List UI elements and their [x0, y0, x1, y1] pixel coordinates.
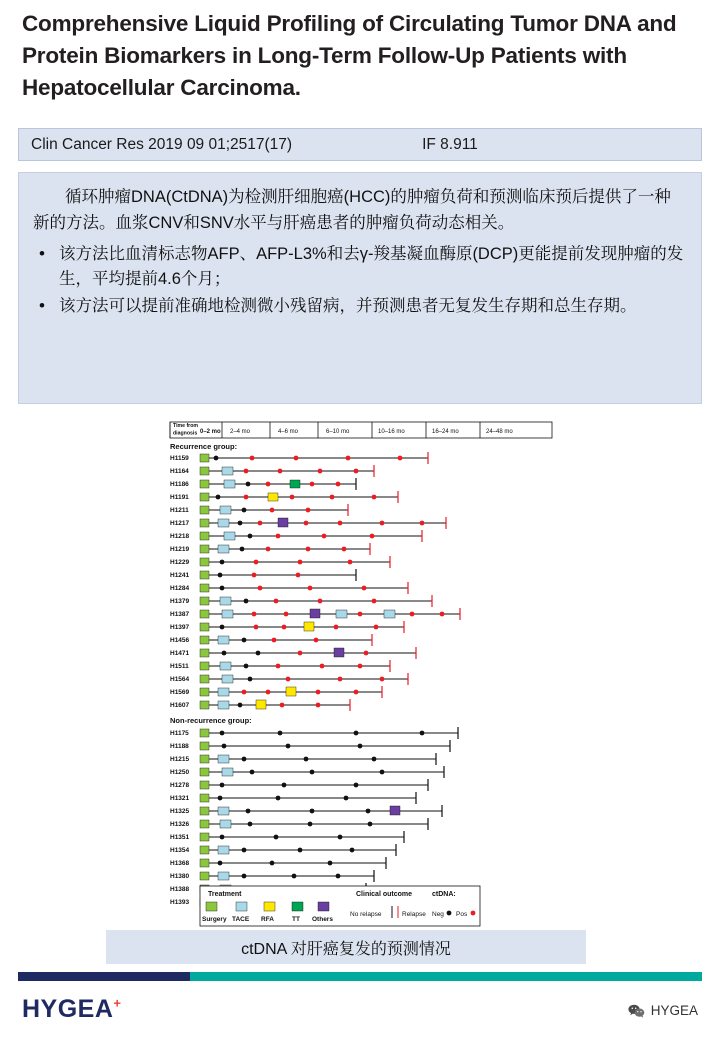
svg-text:H1217: H1217	[170, 520, 190, 527]
svg-text:4–6 mo: 4–6 mo	[278, 429, 299, 435]
abstract-paragraph: 循环肿瘤DNA(CtDNA)为检测肝细胞癌(HCC)的肿瘤负荷和预测临床预后提供了一种新的方法。血浆CNV和SNV水平与肝癌患者的肿瘤负荷动态相关。	[33, 188, 671, 232]
figure-caption: ctDNA 对肝癌复发的预测情况	[106, 930, 586, 964]
svg-text:16–24 mo: 16–24 mo	[432, 429, 459, 435]
svg-text:ctDNA:: ctDNA:	[432, 891, 456, 898]
svg-text:Relapse: Relapse	[402, 911, 426, 918]
list-item: • 该方法可以提前准确地检测微小残留病，并预测患者无复发生存期和总生存期。	[33, 294, 687, 319]
svg-text:H1191: H1191	[170, 494, 189, 501]
impact-factor: IF 8.911	[422, 135, 478, 153]
svg-text:H1387: H1387	[170, 611, 190, 618]
svg-text:H1511: H1511	[170, 663, 189, 670]
figure-time-axis	[170, 422, 552, 438]
svg-text:H1326: H1326	[170, 821, 190, 828]
journal-bar	[18, 128, 702, 161]
list-item: • 该方法比血清标志物AFP、AFP-L3%和去γ-羧基凝血酶原(DCP)更能提前发现肿瘤的发生，平均提前4.6个月；	[33, 242, 687, 292]
svg-text:H1250: H1250	[170, 769, 190, 776]
svg-text:RFA: RFA	[261, 916, 274, 923]
footer-divider	[18, 972, 702, 981]
footer-bar-dark	[18, 972, 190, 981]
svg-text:Surgery: Surgery	[202, 916, 227, 923]
brand-logo	[22, 995, 122, 1024]
wechat-label: HYGEA	[650, 1003, 698, 1018]
svg-text:TACE: TACE	[232, 916, 250, 923]
svg-text:H1388: H1388	[170, 886, 190, 893]
svg-text:H1368: H1368	[170, 860, 190, 867]
svg-text:H1159: H1159	[170, 455, 189, 462]
svg-text:H1218: H1218	[170, 533, 190, 540]
svg-text:TT: TT	[292, 916, 300, 923]
svg-text:0–2 mo: 0–2 mo	[200, 429, 221, 435]
svg-text:Treatment: Treatment	[208, 891, 242, 898]
wechat-handle	[628, 1003, 698, 1018]
svg-text:H1284: H1284	[170, 585, 190, 592]
svg-text:Time from: Time from	[173, 423, 198, 429]
svg-text:6–10 mo: 6–10 mo	[326, 429, 350, 435]
svg-text:Non-recurrence group:: Non-recurrence group:	[170, 716, 252, 725]
svg-text:diagnosis: diagnosis	[173, 430, 198, 437]
svg-text:H1607: H1607	[170, 702, 190, 709]
svg-text:H1354: H1354	[170, 847, 190, 854]
svg-text:H1393: H1393	[170, 899, 190, 906]
figure-swimmer-plot	[160, 418, 560, 923]
abstract-bullet-list	[33, 242, 687, 318]
svg-text:H1456: H1456	[170, 637, 190, 644]
svg-text:Clinical outcome: Clinical outcome	[356, 891, 413, 898]
svg-text:H1321: H1321	[170, 795, 190, 802]
svg-text:Others: Others	[312, 916, 333, 923]
brand-logo-mark: +	[113, 995, 122, 1011]
svg-text:H1215: H1215	[170, 756, 190, 763]
svg-text:H1471: H1471	[170, 650, 190, 657]
figure-svg	[160, 418, 560, 918]
svg-text:H1186: H1186	[170, 481, 189, 488]
svg-text:H1351: H1351	[170, 834, 190, 841]
svg-text:H1219: H1219	[170, 546, 190, 553]
svg-text:H1569: H1569	[170, 689, 190, 696]
svg-text:Recurrence group:: Recurrence group:	[170, 442, 238, 451]
svg-text:H1564: H1564	[170, 676, 190, 683]
svg-text:H1278: H1278	[170, 782, 190, 789]
wechat-icon	[628, 1004, 645, 1018]
svg-text:H1188: H1188	[170, 743, 189, 750]
svg-text:H1379: H1379	[170, 598, 190, 605]
svg-text:H1164: H1164	[170, 468, 189, 475]
svg-text:H1325: H1325	[170, 808, 190, 815]
footer-bar-teal	[190, 972, 702, 981]
svg-text:Neg: Neg	[432, 911, 444, 918]
svg-text:2–4 mo: 2–4 mo	[230, 429, 251, 435]
abstract-box	[18, 172, 702, 404]
journal-reference: Clin Cancer Res 2019 09 01;2517(17)	[31, 135, 293, 153]
svg-text:H1229: H1229	[170, 559, 190, 566]
svg-text:24–48 mo: 24–48 mo	[486, 429, 513, 435]
figure-legend	[160, 884, 560, 929]
svg-text:10–16 mo: 10–16 mo	[378, 429, 405, 435]
svg-text:H1397: H1397	[170, 624, 190, 631]
svg-text:H1175: H1175	[170, 730, 189, 737]
svg-text:Pos: Pos	[456, 911, 468, 918]
svg-text:No relapse: No relapse	[350, 911, 382, 918]
page-title: Comprehensive Liquid Profiling of Circulating Tumor DNA and Protein Biomarkers in Long-Term Follow-Up Patients with Hepatocellular Carcinoma.	[22, 11, 677, 100]
brand-logo-text: HYGEA	[22, 995, 114, 1023]
svg-text:H1380: H1380	[170, 873, 190, 880]
svg-text:H1241: H1241	[170, 572, 190, 579]
svg-text:H1211: H1211	[170, 507, 189, 514]
